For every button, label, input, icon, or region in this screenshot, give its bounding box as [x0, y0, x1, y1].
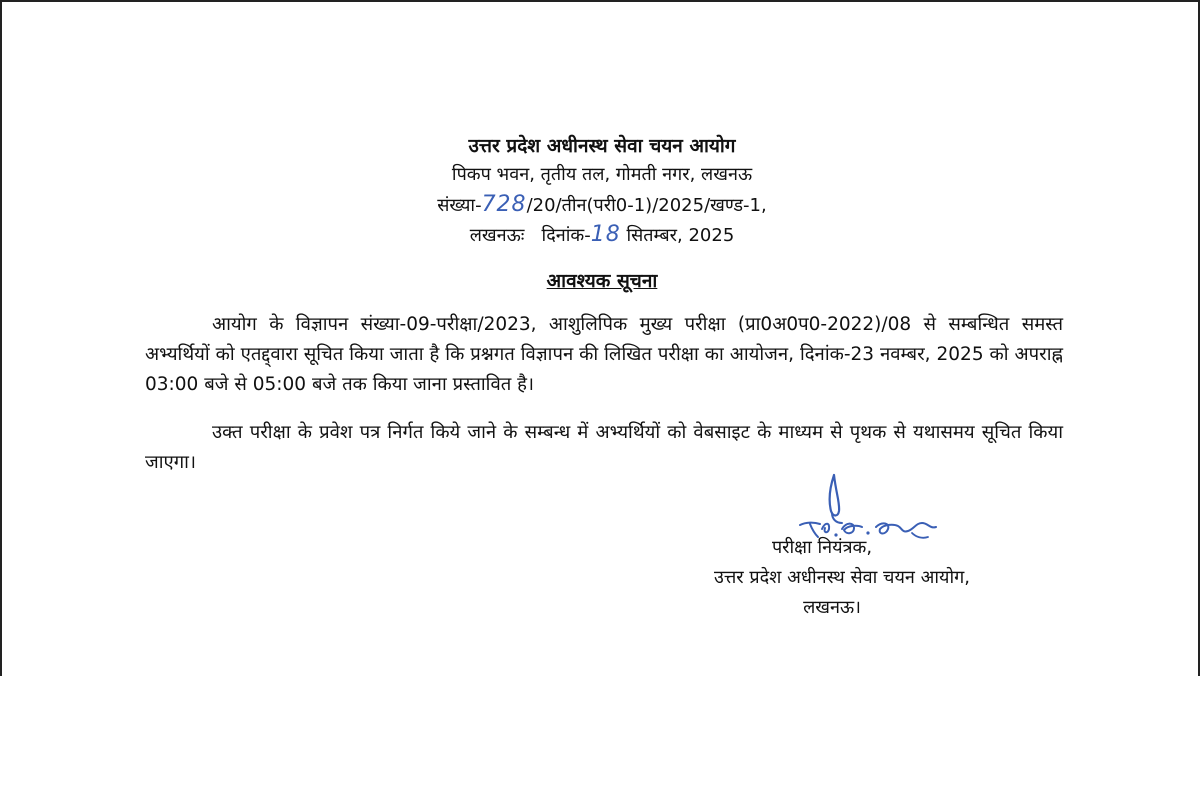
date-suffix: सितम्बर, 2025: [620, 225, 735, 246]
reference-suffix: /20/तीन(परी0-1)/2025/खण्ड-1,: [526, 195, 767, 216]
notice-paragraph-2: उक्त परीक्षा के प्रवेश पत्र निर्गत किये जाने के सम्बन्ध में अभ्यर्थियों को वेबसाइट के माध्यम से पृथक से यथासमय सूचित किया जाएगा।: [145, 422, 1063, 473]
issue-date: [302, 222, 902, 247]
signatory-organization: उत्तर प्रदेश अधीनस्थ सेवा चयन आयोग,: [714, 567, 970, 588]
handwritten-reference-number: 728: [481, 192, 527, 217]
reference-prefix: संख्या-: [437, 195, 482, 216]
date-prefix: लखनऊः दिनांक-: [469, 225, 591, 246]
organization-address: पिकप भवन, तृतीय तल, गोमती नगर, लखनऊ: [451, 164, 753, 185]
handwritten-date-day: 18: [590, 222, 621, 247]
signatory-designation: परीक्षा नियंत्रक,: [771, 537, 873, 558]
notice-paragraph-1: आयोग के विज्ञापन संख्या-09-परीक्षा/2023, आशुलिपिक मुख्य परीक्षा (प्रा0अ0प0-2022)/08 से सम्बन्धित समस्त अभ्यर्थियों को एतद्द्वारा सूचित किया जाता है कि प्रश्नगत विज्ञापन की लिखित परीक्षा का आयोजन, दिनांक-23 नवम्बर, 2025 को अपराह्न 03:00 बजे से 05:00 बजे तक किया जाना प्रस्तावित है।: [145, 314, 1063, 395]
notice-title: आवश्यक सूचना: [546, 270, 658, 292]
reference-number: [302, 192, 902, 217]
signatory-place: लखनऊ।: [803, 597, 861, 618]
organization-heading: उत्तर प्रदेश अधीनस्थ सेवा चयन आयोग: [468, 135, 736, 157]
handwritten-signature: [792, 467, 952, 542]
